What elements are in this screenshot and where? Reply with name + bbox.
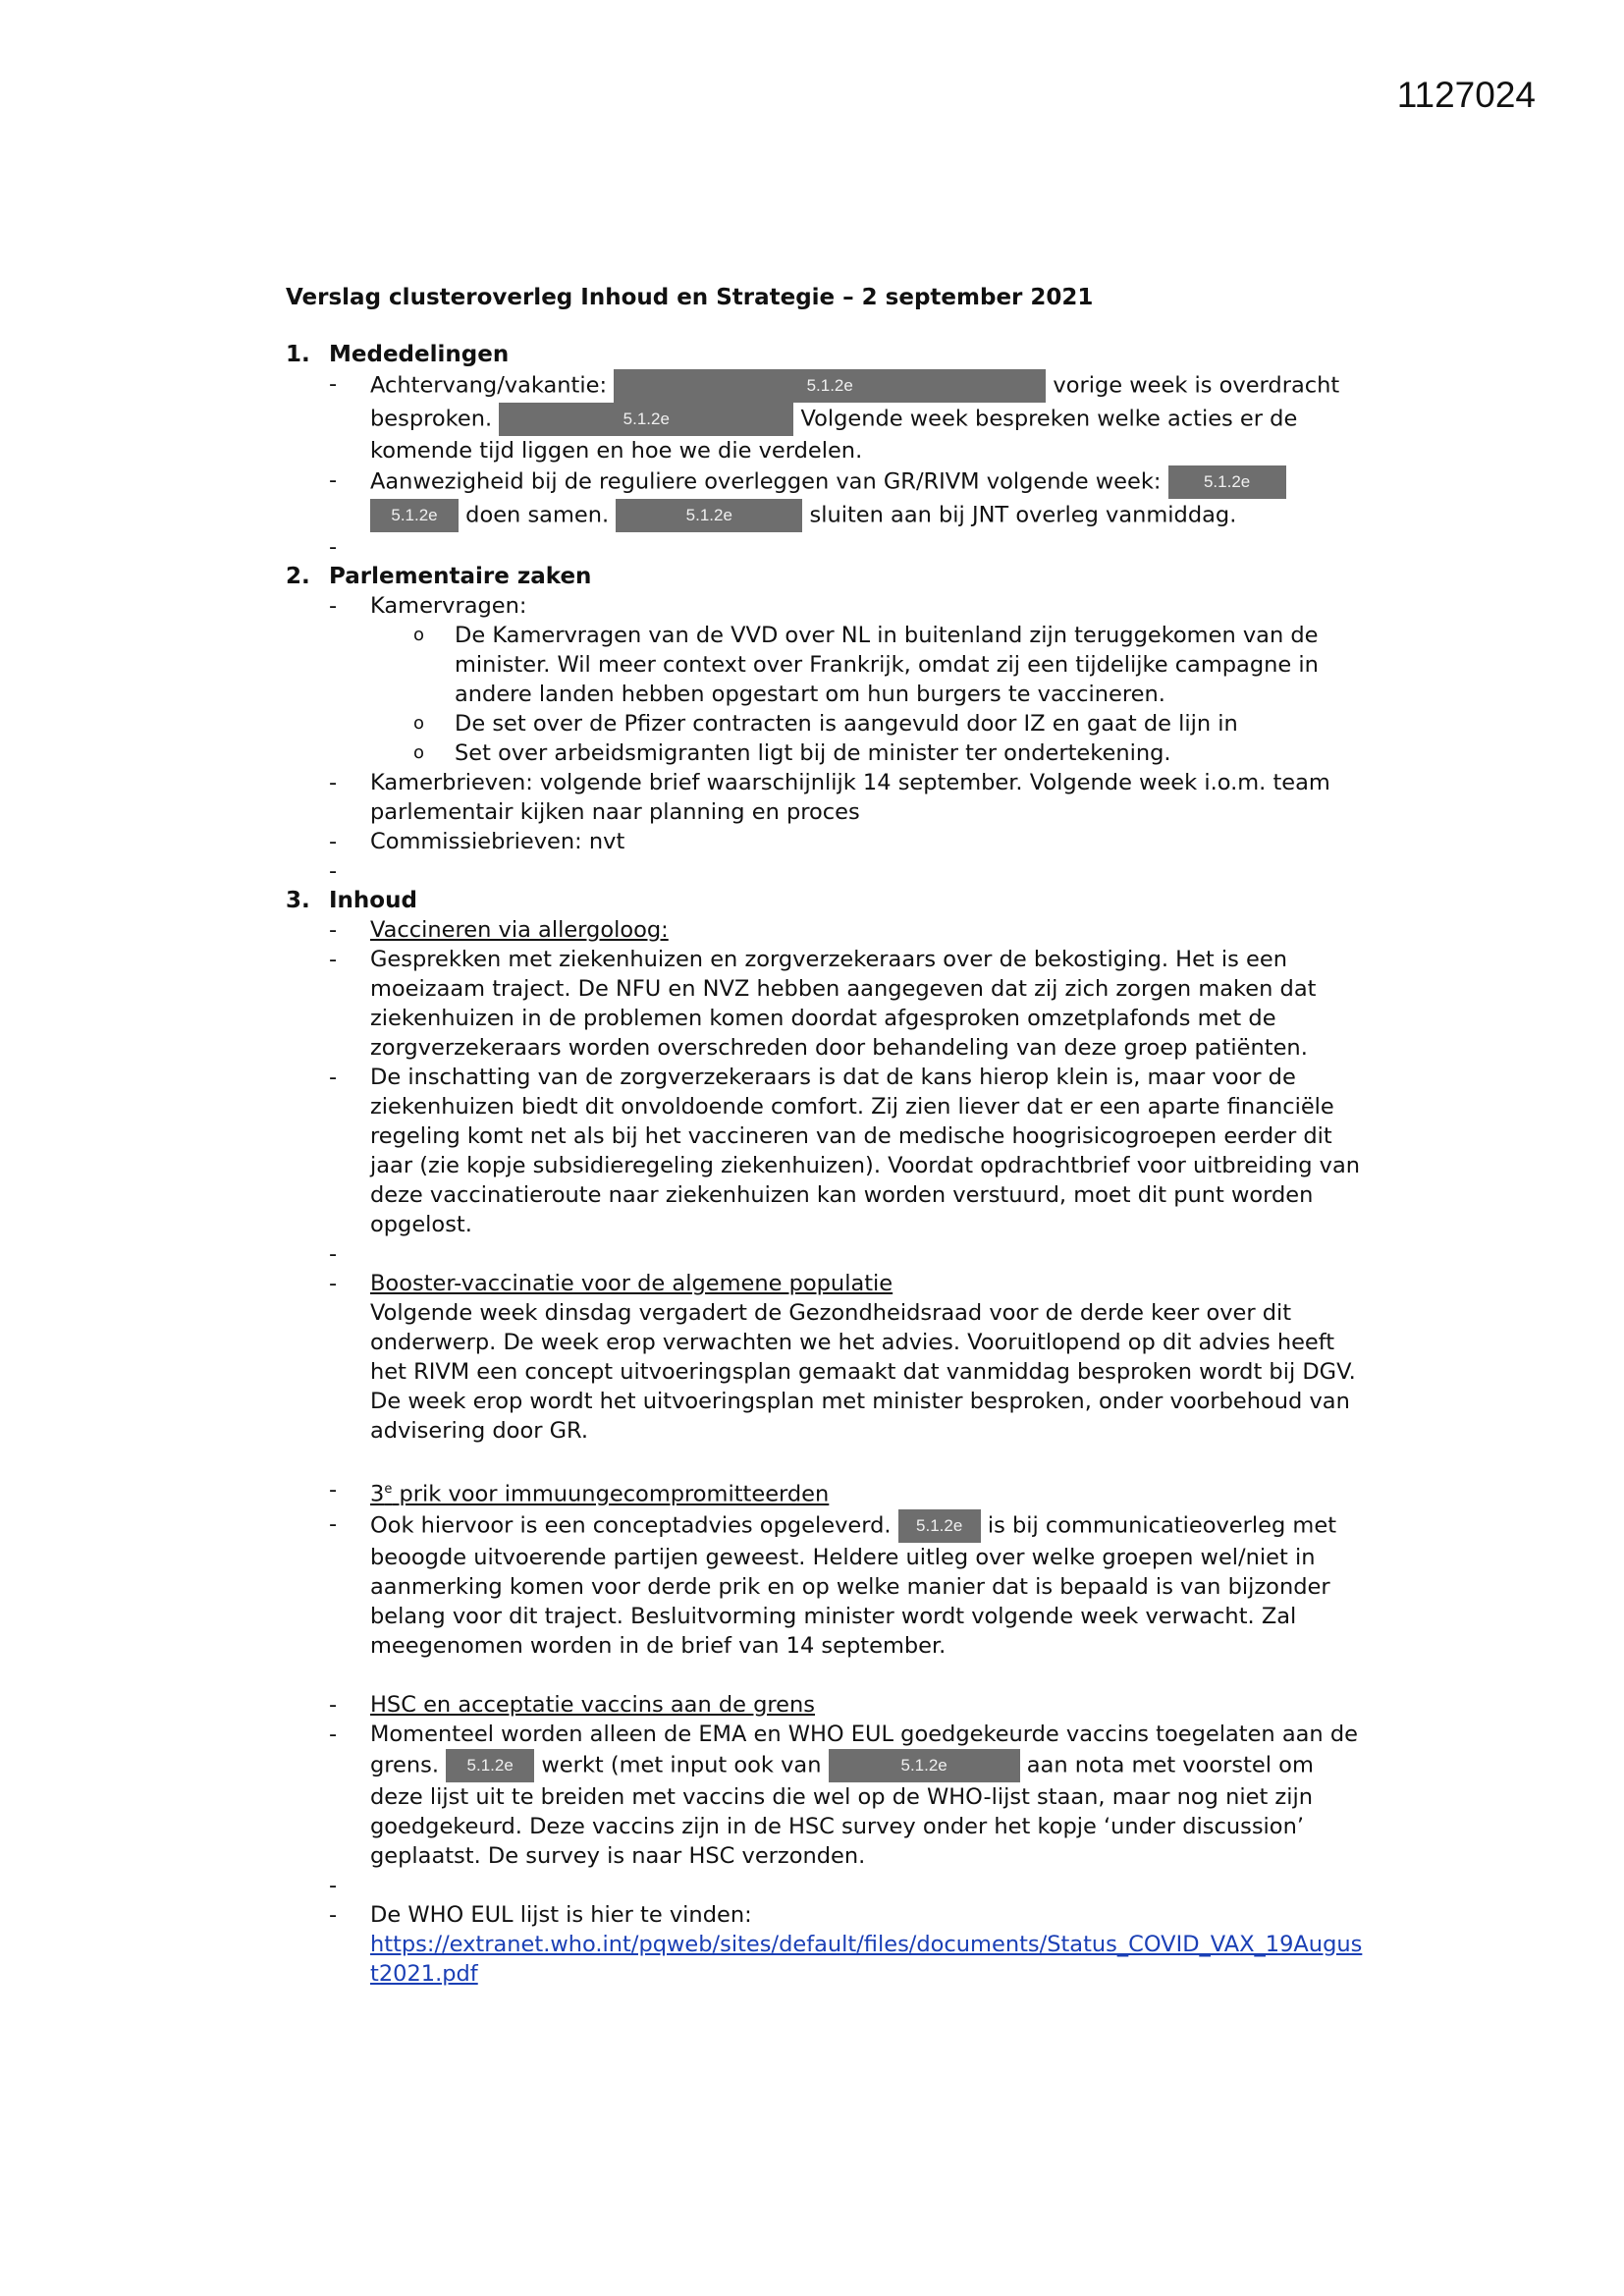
list-item: - De WHO EUL lijst is hier te vinden: https://extranet.who.int/pqweb/sites/default/files/documents/Status_COVID_VAX_19August2021.pdf: [329, 1901, 1363, 1987]
redaction-box: 5.1.2e: [829, 1749, 1020, 1782]
list-item: - De inschatting van de zorgverzekeraars is dat de kans hierop klein is, maar voor de ziekenhuizen biedt dit onvoldoende comfort. Zij zien liever dat er een aparte financiële regeling komt net als bij het vaccineren van de medische hoogrisicogroepen eerder dit jaar (zie kopje subsidieregeling ziekenhuizen). Voordat opdrachtbrief voor uitbreiding van deze vaccinatieroute naar ziekenhuizen kan worden verstuurd, moet dit punt worden opgelost.: [329, 1065, 1361, 1237]
document-page: [286, 283, 1366, 1989]
document-title: Verslag clusteroverleg Inhoud en Strategie – 2 september 2021: [286, 285, 1094, 310]
section-parlementaire-zaken: [286, 562, 1366, 886]
redaction-box: 5.1.2e: [499, 403, 793, 436]
list-item: - Momenteel worden alleen de EMA en WHO EUL goedgekeurde vaccins toegelaten aan de grens. 5.1.2e werkt (met input ook van 5.1.2e aan nota met voorstel om deze lijst uit te breiden met vaccins die wel op de WHO-lijst staan, maar nog niet zijn goedgekeurd. Deze vaccins zijn in de HSC survey onder het kopje ‘under discussion’ geplaatst. De survey is naar HSC verzonden.: [329, 1721, 1358, 1869]
sub-list-item: o De Kamervragen van de VVD over NL in buitenland zijn teruggekomen van de minister. Wil meer context over Frankrijk, omdat zij een tijdelijke campagne in andere landen hebben opgestart om hun burgers te vaccineren.: [413, 623, 1319, 707]
list-item: - Commissiebrieven: nvt: [329, 829, 625, 854]
redaction-box: 5.1.2e: [614, 369, 1046, 403]
list-item: - HSC en acceptatie vaccins aan de grens: [329, 1691, 816, 1718]
list-item: - Ook hiervoor is een conceptadvies opgeleverd. 5.1.2e is bij communicatieoverleg met beoogde uitvoerende partijen geweest. Heldere uitleg over welke groepen wel/niet in aanmerking komen voor derde prik en op welke manier dat is bepaald is van bijzonder belang voor dit traject. Besluitvorming minister wordt volgende week verwacht. Zal meegenomen worden in de brief van 14 september.: [329, 1510, 1337, 1659]
list-item: - Booster-vaccinatie voor de algemene populatie Volgende week dinsdag vergadert de Gezondheidsraad voor de derde keer over dit onderwerp. De week erop verwachten we het advies. Vooruitlopend op dit advies heeft het RIVM een concept uitvoeringsplan gemaakt dat vanmiddag besproken wordt bij DGV. De week erop wordt het uitvoeringsplan met minister besproken, onder voorbehoud van advisering door GR.: [329, 1271, 1356, 1444]
list-item: -: [329, 1872, 338, 1898]
redaction-box: 5.1.2e: [898, 1509, 981, 1543]
section-heading: 1. Mededelingen: [286, 342, 510, 367]
list-item: - Gesprekken met ziekenhuizen en zorgverzekeraars over de bekostiging. Het is een moeizaam traject. De NFU en NVZ hebben aangegeven dat zij zich zorgen maken dat ziekenhuizen in de problemen komen doordat afgesproken omzetplafonds met de zorgverzekeraars worden overschreden door behandeling van deze groep patiënten.: [329, 947, 1317, 1061]
redaction-box: 5.1.2e: [446, 1749, 534, 1782]
section-heading: 3. Inhoud: [286, 888, 417, 913]
list-item: - 3e prik voor immuungecompromitteerden: [329, 1477, 830, 1507]
section-mededelingen: [286, 340, 1366, 562]
list-item: -: [329, 1241, 338, 1267]
list-item: - Aanwezigheid bij de reguliere overleggen van GR/RIVM volgende week: 5.1.2e 5.1.2e doen samen. 5.1.2e sluiten aan bij JNT overleg vanmiddag.: [286, 465, 1366, 532]
list-item: -: [329, 858, 338, 884]
redaction-box: 5.1.2e: [1168, 465, 1286, 499]
sub-list-item: o De set over de Pfizer contracten is aangevuld door IZ en gaat de lijn in: [413, 711, 1238, 737]
list-item: - Kamervragen:: [329, 593, 527, 619]
document-number: 1127024: [1396, 75, 1536, 115]
list-item: -: [329, 534, 338, 560]
redaction-box: 5.1.2e: [370, 499, 459, 532]
section-heading: 2. Parlementaire zaken: [286, 564, 592, 589]
list-item: - Vaccineren via allergoloog:: [329, 917, 669, 943]
sub-list-item: o Set over arbeidsmigranten ligt bij de minister ter ondertekening.: [413, 740, 1171, 766]
list-item: - Achtervang/vakantie: 5.1.2e vorige week is overdracht besproken. 5.1.2e Volgende week bespreken welke acties er de komende tijd liggen en hoe we die verdelen.: [329, 371, 1340, 464]
redaction-box: 5.1.2e: [616, 499, 802, 532]
section-inhoud: [286, 886, 1366, 1989]
list-item: - Kamerbrieven: volgende brief waarschijnlijk 14 september. Volgende week i.o.m. team parlementair kijken naar planning en proces: [329, 770, 1330, 825]
who-eul-link[interactable]: https://extranet.who.int/pqweb/sites/default/files/documents/Status_COVID_VAX_19August2021.pdf: [370, 1931, 1363, 1987]
